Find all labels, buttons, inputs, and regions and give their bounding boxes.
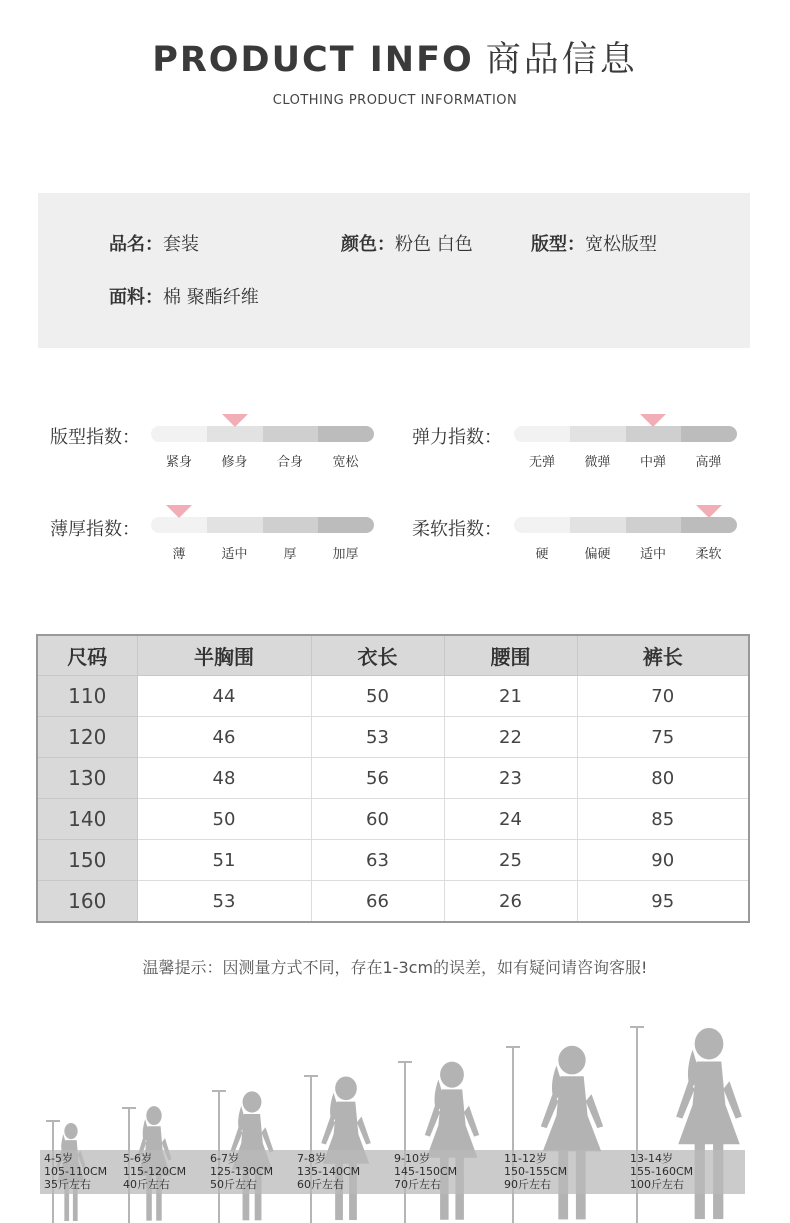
size-table-header [37, 635, 749, 676]
child-silhouette-icon [418, 1060, 486, 1223]
index-marker-icon [696, 505, 722, 518]
index-segment [626, 517, 682, 533]
index-segment [207, 426, 263, 442]
index-option: 适中 [639, 547, 666, 562]
product-info-panel [38, 193, 750, 348]
title-english: PRODUCT INFO [152, 40, 474, 80]
index-option: 高弹 [695, 455, 722, 470]
thickness-index-label: 薄厚指数： [50, 519, 140, 540]
measure-cell: 22 [444, 717, 577, 758]
table-row [37, 676, 749, 717]
index-option: 厚 [283, 547, 297, 562]
child-height-guide [0, 1000, 790, 1223]
age-group-label [210, 1152, 273, 1191]
index-option: 宽松 [332, 455, 359, 470]
measure-cell: 21 [444, 676, 577, 717]
measure-cell: 85 [577, 799, 749, 840]
size-cell: 130 [37, 758, 137, 799]
index-bar [151, 426, 374, 442]
info-fabric-label: 面料： [109, 287, 163, 308]
size-table [36, 634, 750, 923]
age-group-age: 4-5岁 [44, 1152, 73, 1165]
info-color-value: 粉色 白色 [395, 234, 473, 255]
index-bar [514, 517, 737, 533]
measure-cell: 50 [311, 676, 444, 717]
index-option: 合身 [276, 455, 303, 470]
height-pole-cap [506, 1046, 520, 1048]
height-pole [310, 1075, 312, 1223]
column-header: 半胸围 [137, 635, 311, 676]
index-option: 柔软 [695, 547, 722, 562]
height-pole [404, 1061, 406, 1223]
measure-cell: 90 [577, 840, 749, 881]
index-option: 修身 [221, 455, 248, 470]
info-name-value: 套装 [163, 234, 199, 255]
softness-index-label: 柔软指数： [412, 519, 502, 540]
measure-cell: 46 [137, 717, 311, 758]
info-fabric-value: 棉 聚酯纤维 [163, 287, 259, 308]
age-group-label [504, 1152, 567, 1191]
title-chinese: 商品信息 [485, 40, 638, 80]
age-group-weight: 60斤左右 [297, 1178, 344, 1191]
index-segment [626, 426, 682, 442]
measure-cell: 66 [311, 881, 444, 923]
measure-cell: 53 [137, 881, 311, 923]
index-segment [263, 426, 319, 442]
measure-cell: 48 [137, 758, 311, 799]
measure-cell: 44 [137, 676, 311, 717]
size-cell: 150 [37, 840, 137, 881]
age-group-label [44, 1152, 107, 1191]
age-group-height: 125-130CM [210, 1165, 274, 1178]
table-row [37, 881, 749, 923]
index-segment [570, 426, 626, 442]
age-group-label [630, 1152, 693, 1191]
column-header: 腰围 [444, 635, 577, 676]
info-fit-label: 版型： [531, 234, 585, 255]
index-marker-icon [640, 414, 666, 427]
index-option: 适中 [221, 547, 248, 562]
size-cell: 120 [37, 717, 137, 758]
index-option: 中弹 [639, 455, 666, 470]
index-marker-icon [166, 505, 192, 518]
measure-cell: 63 [311, 840, 444, 881]
index-segment [263, 517, 319, 533]
age-group-age: 9-10岁 [394, 1152, 430, 1165]
measure-cell: 23 [444, 758, 577, 799]
table-row [37, 799, 749, 840]
info-color-label: 颜色： [341, 234, 395, 255]
index-segment [681, 517, 737, 533]
age-group-height: 155-160CM [630, 1165, 694, 1178]
stretch-index-label: 弹力指数： [412, 427, 502, 448]
table-row [37, 758, 749, 799]
age-group-age: 7-8岁 [297, 1152, 326, 1165]
index-segment [318, 426, 374, 442]
size-cell: 140 [37, 799, 137, 840]
page-title [0, 32, 790, 82]
child-silhouette-icon [533, 1044, 611, 1223]
age-group-age: 6-7岁 [210, 1152, 239, 1165]
child-silhouette-icon [315, 1075, 377, 1223]
info-fabric [109, 283, 259, 309]
index-segment [570, 517, 626, 533]
age-group-height: 150-155CM [504, 1165, 568, 1178]
age-group-label [297, 1152, 360, 1191]
age-group-age: 5-6岁 [123, 1152, 152, 1165]
index-segment [514, 517, 570, 533]
table-row [37, 717, 749, 758]
height-pole-cap [630, 1026, 644, 1028]
height-pole-cap [212, 1090, 226, 1092]
age-group-label [394, 1152, 457, 1191]
index-option: 偏硬 [584, 547, 611, 562]
measure-cell: 50 [137, 799, 311, 840]
age-group-weight: 40斤左右 [123, 1178, 170, 1191]
age-group-age: 13-14岁 [630, 1152, 673, 1165]
measure-cell: 70 [577, 676, 749, 717]
index-segment [681, 426, 737, 442]
index-option: 硬 [535, 547, 549, 562]
measure-cell: 75 [577, 717, 749, 758]
index-bar [514, 426, 737, 442]
age-group-weight: 100斤左右 [630, 1178, 684, 1191]
info-fit [531, 230, 657, 256]
page-subtitle: CLOTHING PRODUCT INFORMATION [272, 93, 518, 108]
age-group-height: 135-140CM [297, 1165, 361, 1178]
index-segment [318, 517, 374, 533]
age-group-weight: 50斤左右 [210, 1178, 257, 1191]
age-group-height: 105-110CM [44, 1165, 108, 1178]
age-group-height: 145-150CM [394, 1165, 458, 1178]
measure-cell: 53 [311, 717, 444, 758]
fit-index-label: 版型指数： [50, 427, 140, 448]
measure-cell: 24 [444, 799, 577, 840]
age-group-weight: 70斤左右 [394, 1178, 441, 1191]
size-cell: 110 [37, 676, 137, 717]
age-group-height: 115-120CM [123, 1165, 187, 1178]
age-group-weight: 90斤左右 [504, 1178, 551, 1191]
measure-cell: 95 [577, 881, 749, 923]
column-header: 尺码 [37, 635, 137, 676]
measure-cell: 25 [444, 840, 577, 881]
index-bar [151, 517, 374, 533]
age-group-weight: 35斤左右 [44, 1178, 91, 1191]
column-header: 裤长 [577, 635, 749, 676]
measure-cell: 26 [444, 881, 577, 923]
info-color [341, 230, 473, 256]
age-group-age: 11-12岁 [504, 1152, 547, 1165]
index-option: 无弹 [528, 455, 555, 470]
measure-cell: 60 [311, 799, 444, 840]
table-row [37, 840, 749, 881]
info-name-label: 品名： [109, 234, 163, 255]
index-segment [151, 517, 207, 533]
index-marker-icon [222, 414, 248, 427]
measure-cell: 51 [137, 840, 311, 881]
index-option: 加厚 [332, 547, 359, 562]
index-segment [151, 426, 207, 442]
info-name [109, 230, 199, 256]
age-group-label [123, 1152, 186, 1191]
index-segment [514, 426, 570, 442]
size-cell: 160 [37, 881, 137, 923]
index-segment [207, 517, 263, 533]
index-option: 紧身 [165, 455, 192, 470]
measurement-tip: 温馨提示：因测量方式不同，存在1-3cm的误差，如有疑问请咨询客服! [142, 958, 648, 977]
index-option: 微弹 [584, 455, 611, 470]
measure-cell: 80 [577, 758, 749, 799]
height-pole [512, 1046, 514, 1223]
measure-cell: 56 [311, 758, 444, 799]
column-header: 衣长 [311, 635, 444, 676]
info-fit-value: 宽松版型 [585, 234, 657, 255]
height-pole-cap [398, 1061, 412, 1063]
index-option: 薄 [172, 547, 186, 562]
